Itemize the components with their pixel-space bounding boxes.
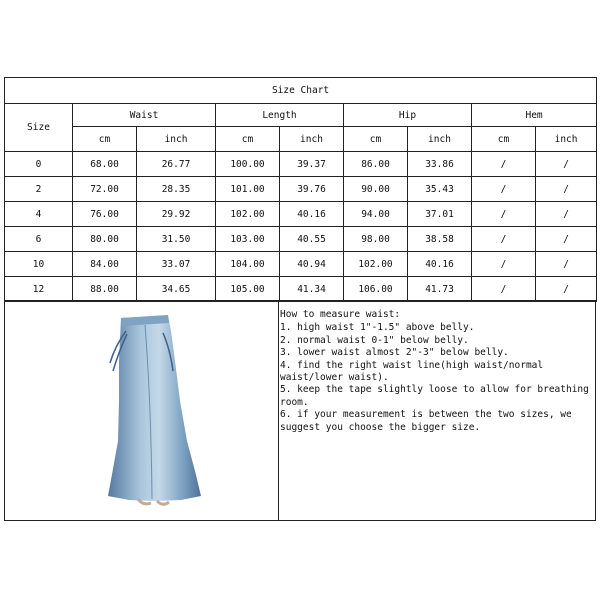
table-cell: 68.00 xyxy=(73,152,137,177)
table-row xyxy=(5,177,597,202)
unit-header: cm xyxy=(472,127,536,152)
product-photo xyxy=(5,301,279,520)
table-row xyxy=(5,202,597,227)
table-row xyxy=(5,277,597,302)
denim-maxi-skirt-illustration xyxy=(5,301,278,520)
table-cell: 39.37 xyxy=(280,152,344,177)
table-cell: / xyxy=(536,202,597,227)
table-cell: / xyxy=(472,202,536,227)
unit-header: inch xyxy=(137,127,216,152)
table-cell: 100.00 xyxy=(216,152,280,177)
table-cell: 40.55 xyxy=(280,227,344,252)
instruction-item: 1. high waist 1"-1.5" above belly. xyxy=(280,322,475,334)
table-cell: / xyxy=(472,177,536,202)
table-cell: 101.00 xyxy=(216,177,280,202)
table-cell: 12 xyxy=(5,277,73,302)
table-cell: 98.00 xyxy=(344,227,408,252)
measurement-panel xyxy=(4,300,596,521)
table-cell: 4 xyxy=(5,202,73,227)
table-cell: 106.00 xyxy=(344,277,408,302)
table-cell: 84.00 xyxy=(73,252,137,277)
table-cell: 104.00 xyxy=(216,252,280,277)
hem-header: Hem xyxy=(472,104,597,127)
table-cell: 105.00 xyxy=(216,277,280,302)
table-cell: / xyxy=(536,277,597,302)
table-cell: / xyxy=(472,252,536,277)
instruction-item: 5. keep the tape slightly loose to allow for breathing room. xyxy=(280,384,595,408)
table-cell: / xyxy=(472,277,536,302)
table-cell: 28.35 xyxy=(137,177,216,202)
table-cell: 29.92 xyxy=(137,202,216,227)
length-header: Length xyxy=(216,104,344,127)
instructions-heading: How to measure waist: xyxy=(280,309,401,320)
unit-header: inch xyxy=(408,127,472,152)
instruction-item: 4. find the right waist line(high waist/normal waist/lower waist). xyxy=(280,359,549,384)
table-cell: 103.00 xyxy=(216,227,280,252)
table-cell: 40.16 xyxy=(408,252,472,277)
table-cell: 102.00 xyxy=(344,252,408,277)
skirt-body xyxy=(108,315,201,501)
table-cell: / xyxy=(536,227,597,252)
table-cell: 102.00 xyxy=(216,202,280,227)
waist-header: Waist xyxy=(73,104,216,127)
table-cell: 35.43 xyxy=(408,177,472,202)
table-cell: / xyxy=(472,227,536,252)
table-cell: 76.00 xyxy=(73,202,137,227)
table-cell: 37.01 xyxy=(408,202,472,227)
size-chart-table xyxy=(4,77,597,302)
table-cell: / xyxy=(536,252,597,277)
unit-header: inch xyxy=(280,127,344,152)
table-cell: 41.34 xyxy=(280,277,344,302)
instruction-item: 6. if your measurement is between the two sizes, we suggest you choose the bigger size. xyxy=(280,409,578,433)
table-group-header-row xyxy=(5,104,597,127)
table-cell: 2 xyxy=(5,177,73,202)
table-cell: 41.73 xyxy=(408,277,472,302)
table-cell: / xyxy=(536,152,597,177)
table-row xyxy=(5,227,597,252)
table-cell: 26.77 xyxy=(137,152,216,177)
table-row xyxy=(5,152,597,177)
size-header: Size xyxy=(5,104,73,152)
table-unit-header-row xyxy=(5,127,597,152)
table-cell: 0 xyxy=(5,152,73,177)
table-cell: 31.50 xyxy=(137,227,216,252)
hip-header: Hip xyxy=(344,104,472,127)
table-cell: 72.00 xyxy=(73,177,137,202)
table-cell: / xyxy=(472,152,536,177)
size-chart-title: Size Chart xyxy=(5,78,597,104)
table-row xyxy=(5,252,597,277)
waist-measuring-instructions xyxy=(280,309,595,434)
table-cell: 10 xyxy=(5,252,73,277)
table-cell: 86.00 xyxy=(344,152,408,177)
table-cell: 33.07 xyxy=(137,252,216,277)
instruction-item: 2. normal waist 0-1" below belly. xyxy=(280,334,469,346)
table-cell: 34.65 xyxy=(137,277,216,302)
unit-header: cm xyxy=(344,127,408,152)
table-cell: 39.76 xyxy=(280,177,344,202)
table-cell: 6 xyxy=(5,227,73,252)
table-cell: 90.00 xyxy=(344,177,408,202)
unit-header: cm xyxy=(216,127,280,152)
unit-header: cm xyxy=(73,127,137,152)
table-cell: 94.00 xyxy=(344,202,408,227)
table-cell: / xyxy=(536,177,597,202)
table-cell: 40.94 xyxy=(280,252,344,277)
table-cell: 38.58 xyxy=(408,227,472,252)
table-cell: 80.00 xyxy=(73,227,137,252)
table-cell: 88.00 xyxy=(73,277,137,302)
table-cell: 40.16 xyxy=(280,202,344,227)
unit-header: inch xyxy=(536,127,597,152)
table-cell: 33.86 xyxy=(408,152,472,177)
table-title-row xyxy=(5,78,597,104)
instruction-item: 3. lower waist almost 2"-3" below belly. xyxy=(280,347,509,359)
